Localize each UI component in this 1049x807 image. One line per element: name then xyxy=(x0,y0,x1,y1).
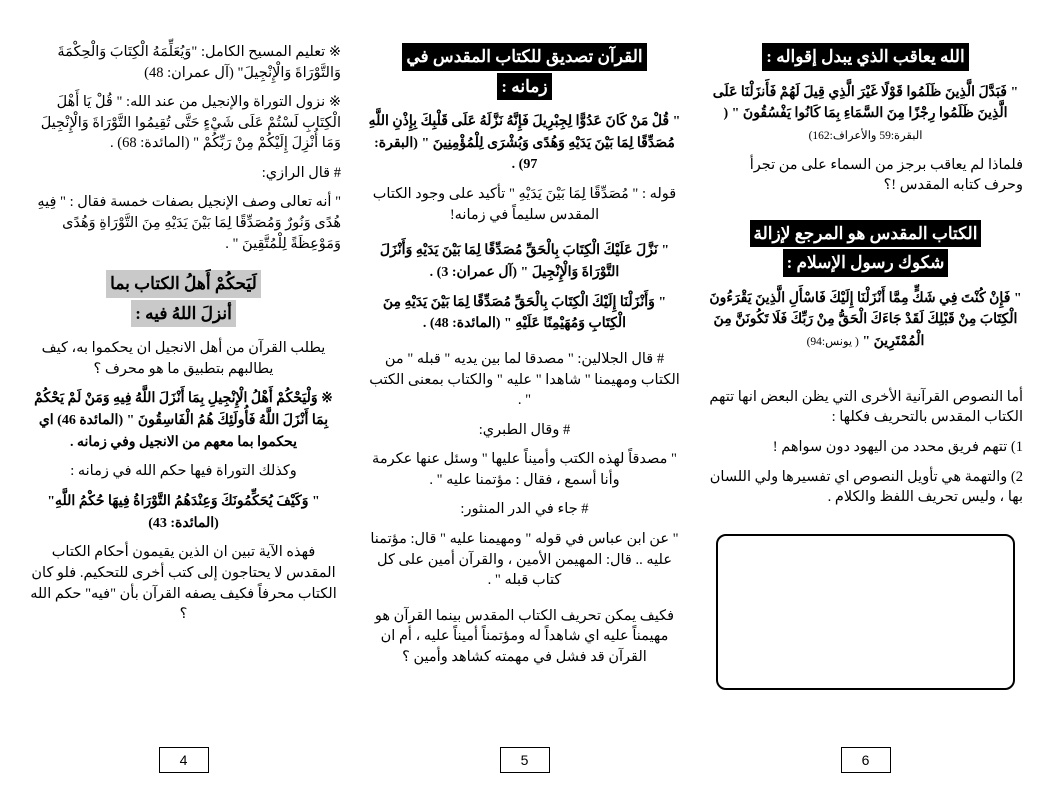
durr-manthur-text: " عن ابن عباس في قوله " ومهيمنا عليه " قال: مؤتمنا عليه .. قال: المهيمن الأمين ، والقرآن أمين على كل كتاب قبله " . xyxy=(370,531,679,589)
commentary-punishment: فلماذا لم يعاقب برجز من السماء على من تجرأ وحرف كتابه المقدس !؟ xyxy=(749,156,1023,194)
revelation-torah-gospel: ※ نزول التوراة والإنجيل من عند الله: " قُلْ يَا أَهْلَ الْكِتَابِ لَسْتُمْ عَلَى شَيْءٍ حَتَّى تُقِيمُوا التَّوْرَاةَ وَالْإِنْجِيلَ وَمَا أُنْزِلَ إِلَيْكُمْ مِنْ رَبِّكُمْ " (المائدة: 68) . xyxy=(40,94,341,152)
razi-label: # قال الرازي: xyxy=(261,164,341,181)
tafsir-jalalayn: # قال الجلالين: " مصدقا لما بين يديه " قبله " من الكتاب ومهيمنا " شاهدا " عليه " والكتاب بمعنى الكتب " . xyxy=(369,350,680,409)
heading-line-text: أنزلَ اللهُ فيه : xyxy=(131,300,236,328)
teaching-of-christ: ※ تعليم المسيح الكامل: "وَيُعَلِّمَهُ الْكِتَابَ وَالْحِكْمَةَ وَالتَّوْرَاةَ وَالْإِنْجِيلَ" (آل عمران: 48) xyxy=(57,44,341,81)
column-right-footer xyxy=(708,747,1023,807)
heading-line-text: شكوك رسول الإسلام : xyxy=(783,249,949,277)
column-right-body xyxy=(708,42,1023,747)
empty-note-box xyxy=(716,534,1015,690)
quran-reference: ( يونس:94) xyxy=(806,336,859,349)
quran-quote-1 xyxy=(708,82,1023,147)
page-number: 4 xyxy=(159,747,209,773)
other-texts-intro: أما النصوص القرآنية الأخرى التي يظن البعض انها تتهم الكتاب المقدس بالتحريف فكلها : xyxy=(709,388,1023,426)
column-left-footer xyxy=(26,747,341,807)
conclusion-left: فهذه الآية تبين ان الذين يقيمون أحكام الكتاب المقدس لا يحتاجون إلى كتب أخرى للتحكيم. فلو كان الكتاب محرفاً فكيف يصفه القرآن بأن "فيه" حكم الله ؟ xyxy=(30,544,337,623)
tafsir-tabari-text: " مصدقاً لهذه الكتب وأميناً عليها " وسئل عنها عكرمة وأنا أسمع ، فقال : مؤتمنا عليه " . xyxy=(372,451,677,488)
heading-judge-by-book xyxy=(26,269,341,328)
page-number: 6 xyxy=(841,747,891,773)
tafsir-tabari-label: # وقال الطبري: xyxy=(478,421,571,438)
quran-text: " فَبَدَّلَ الَّذِينَ ظَلَمُوا قَوْلًا غَيْرَ الَّذِي قِيلَ لَهُمْ فَأَنزَلْنَا عَلَى الَّذِينَ ظَلَمُوا رِجْزًا مِنَ السَّمَاءِ بِمَا كَانُوا يَفْسُقُونَ " ( xyxy=(712,84,1019,122)
column-right xyxy=(708,42,1023,807)
quran-text: " فَإِنْ كُنْتَ فِي شَكٍّ مِمَّا أَنْزَلْنَا إِلَيْكَ فَاسْأَلِ الَّذِينَ يَقْرَءُونَ الْكِتَابَ مِنْ قَبْلِكَ لَقَدْ جَاءَكَ الْحَقُّ مِنْ رَبِّكَ فَلَا تَكُونَنَّ مِنَ الْمُمْتَرِينَ " xyxy=(709,290,1022,350)
heading-reference xyxy=(708,219,1023,278)
page-number: 5 xyxy=(500,747,550,773)
column-left-body xyxy=(26,42,341,747)
heading-line-text: زمانه : xyxy=(497,73,551,101)
request-to-gospel-people: يطلب القرآن من أهل الانجيل ان يحكموا به، كيف يطالبهم بتطبيق ما هو محرف ؟ xyxy=(41,340,326,377)
durr-manthur-label: # جاء في الدر المنثور: xyxy=(460,501,589,518)
heading-line-text: الله يعاقب الذي يبدل إقواله : xyxy=(762,43,968,71)
quran-quote-imran-3: " نَزَّلَ عَلَيْكَ الْكِتَابَ بِالْحَقِّ مُصَدِّقًا لِمَا بَيْنَ يَدَيْهِ وَأَنْزَلَ التَّوْرَاةَ وَالْإِنْجِيلَ " (آل عمران: 3) . xyxy=(379,243,670,280)
column-middle xyxy=(367,42,682,807)
quran-quote-maida-48: " وَأَنْزَلْنَا إِلَيْكَ الْكِتَابَ بِالْحَقِّ مُصَدِّقًا لِمَا بَيْنَ يَدَيْهِ مِنَ الْكِتَابِ وَمُهَيْمِنًا عَلَيْهِ " (المائدة: 48) . xyxy=(382,294,667,332)
quran-quote-2 xyxy=(708,288,1023,353)
column-middle-body xyxy=(367,42,682,747)
column-middle-footer xyxy=(367,747,682,807)
other-texts-point-2: 2) والتهمة هي تأويل النصوص اي تفسيرها ولي اللسان بها ، وليس تحريف اللفظ والكلام . xyxy=(709,468,1023,506)
quran-reference: البقرة:59 والأعراف:162) xyxy=(808,129,923,142)
heading-punishment xyxy=(708,42,1023,72)
heading-confirmation xyxy=(367,42,682,101)
column-left xyxy=(26,42,341,807)
quran-quote-maida-43: " وَكَيْفَ يُحَكِّمُونَكَ وَعِنْدَهُمُ التَّوْرَاةُ فِيهَا حُكْمُ اللَّهِ" (المائدة: 43) xyxy=(47,494,320,531)
commentary-musaddiqan: قوله : " مُصَدِّقًا لِمَا بَيْنَ يَدَيْهِ " تأكيد على وجود الكتاب المقدس سليماً في زمانه! xyxy=(372,186,677,223)
other-texts-point-1: 1) تتهم فريق محدد من اليهود دون سواهم ! xyxy=(772,438,1023,455)
conclusion-question: فكيف يمكن تحريف الكتاب المقدس بينما القرآن هو مهيمناً عليه اي شاهداً له ومؤتمناً أميناً عليه ، أم ان القرآن قد فشل في مهمته كشاهد وأمين ؟ xyxy=(374,607,675,665)
heading-line-text: الكتاب المقدس هو المرجع لإزالة xyxy=(750,220,982,248)
razi-text: " أنه تعالى وصف الإنجيل بصفات خمسة فقال : " فِيهِ هُدًى وَنُورٌ وَمُصَدِّقًا لِمَا بَيْنَ يَدَيْهِ مِنَ التَّوْرَاةِ وَهُدًى وَمَوْعِظَةً لِلْمُتَّقِينَ " . xyxy=(37,194,341,252)
torah-intro: وكذلك التوراة فيها حكم الله في زمانه : xyxy=(70,463,297,480)
quran-quote-maida-46: ※ وَلْيَحْكُمْ أَهْلُ الْإِنْجِيلِ بِمَا أَنْزَلَ اللَّهُ فِيهِ وَمَنْ لَمْ يَحْكُمْ بِمَا أَنْزَلَ اللَّهُ فَأُولَئِكَ هُمُ الْفَاسِقُونَ " (المائدة 46) اي يحكموا بما معهم من الانجيل وفي زمانه . xyxy=(34,391,333,450)
quran-quote-baqara-97: " قُلْ مَنْ كَانَ عَدُوًّا لِجِبْرِيلَ فَإِنَّهُ نَزَّلَهُ عَلَى قَلْبِكَ بِإِذْنِ اللَّهِ مُصَدِّقًا لِمَا بَيْنَ يَدَيْهِ وَهُدًى وَبُشْرَى لِلْمُؤْمِنِينَ " (البقرة: 97) . xyxy=(368,114,681,173)
heading-line-text: القرآن تصديق للكتاب المقدس في xyxy=(402,43,646,71)
heading-line-text: لَيَحكُمْ أَهلُ الكتاب بما xyxy=(106,270,261,298)
